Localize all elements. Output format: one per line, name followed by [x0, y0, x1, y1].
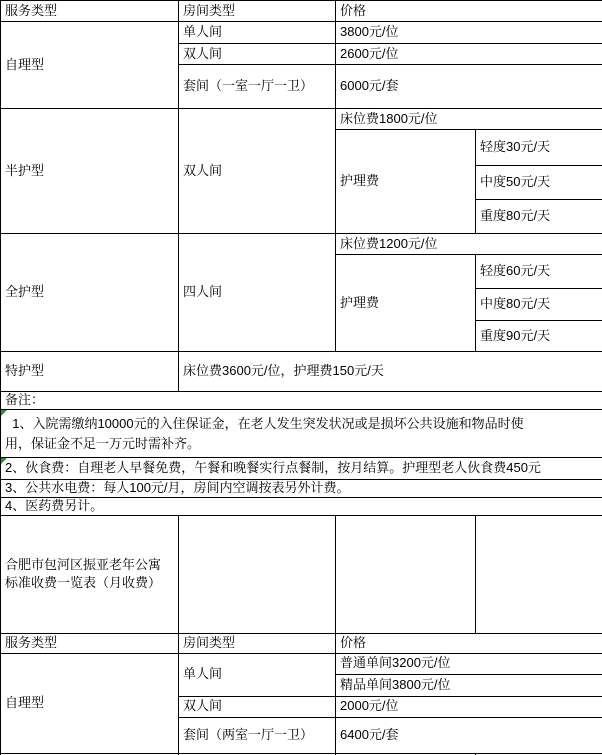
t1-selfcare-type-cell[interactable]: 自理型	[1, 22, 179, 109]
t1-fullcare-type-cell[interactable]: 全护型	[1, 234, 179, 352]
t1-semicare-care-fee-label[interactable]: 护理费	[336, 130, 476, 234]
t1-fullcare-care-fee-label[interactable]: 护理费	[336, 255, 476, 352]
t1-fullcare-level-heavy[interactable]: 重度90元/天	[476, 321, 602, 352]
title-row-empty-cell-1[interactable]	[179, 515, 336, 633]
sheet-title-line2: 标准收费一览表（月收费）	[5, 575, 162, 591]
note4-cell[interactable]: 4、医药费另计。	[1, 497, 602, 515]
t2-header-room-type[interactable]: 房间类型	[179, 633, 336, 653]
t1-selfcare-price-suite[interactable]: 6000元/套	[336, 65, 602, 109]
sheet-title-line1: 合肥市包河区振亚老年公寓	[5, 557, 162, 573]
t1-selfcare-price-single[interactable]: 3800元/位	[336, 22, 602, 44]
t2-selfcare-room-suite[interactable]: 套间（两室一厅一卫）	[179, 717, 336, 753]
t1-fullcare-bed-fee[interactable]: 床位费1200元/位	[336, 234, 602, 255]
note2-cell[interactable]: 2、伙食费：自理老人早餐免费，午餐和晚餐实行点餐制，按月结算。护理型老人伙食费450元	[1, 458, 602, 480]
t2-selfcare-room-single[interactable]: 单人间	[179, 653, 336, 696]
sheet-title-cell[interactable]	[1, 515, 179, 633]
t1-semicare-type-cell[interactable]: 半护型	[1, 109, 179, 234]
t1-header-room-type[interactable]: 房间类型	[179, 1, 336, 22]
t2-header-service-type[interactable]: 服务类型	[1, 633, 179, 653]
note1-cell[interactable]	[1, 410, 602, 458]
t1-selfcare-room-double[interactable]: 双人间	[179, 44, 336, 65]
t1-fullcare-level-light[interactable]: 轻度60元/天	[476, 255, 602, 289]
t2-selfcare-price-single-standard[interactable]: 普通单间3200元/位	[336, 653, 602, 674]
t2-header-price[interactable]: 价格	[336, 633, 602, 653]
t1-semicare-level-light[interactable]: 轻度30元/天	[476, 130, 602, 166]
note1-line2: 用，保证金不足一万元时需补齐。	[5, 435, 201, 451]
note3-cell[interactable]: 3、公共水电费：每人100元/月，房间内空调按表另外计费。	[1, 480, 602, 498]
t2-selfcare-room-double[interactable]: 双人间	[179, 696, 336, 717]
note1-line1: 1、入院需缴纳10000元的入住保证金，在老人发生突发状况或是损坏公共设施和物品时使	[5, 415, 524, 431]
t1-selfcare-room-suite[interactable]: 套间（一室一厅一卫）	[179, 65, 336, 109]
notes-label-cell[interactable]: 备注：	[1, 392, 602, 410]
t1-fullcare-room-cell[interactable]: 四人间	[179, 234, 336, 352]
t1-specialcare-type-cell[interactable]: 特护型	[1, 352, 179, 392]
t1-header-service-type[interactable]: 服务类型	[1, 1, 179, 22]
t1-selfcare-price-double[interactable]: 2600元/位	[336, 44, 602, 65]
t1-selfcare-room-single[interactable]: 单人间	[179, 22, 336, 44]
title-row-empty-cell-3[interactable]	[476, 515, 602, 633]
t1-semicare-level-medium[interactable]: 中度50元/天	[476, 166, 602, 200]
title-row-empty-cell-2[interactable]	[336, 515, 476, 633]
t1-specialcare-price[interactable]: 床位费3600元/位，护理费150元/天	[179, 352, 602, 392]
t1-header-price[interactable]: 价格	[336, 1, 602, 22]
t2-selfcare-price-single-premium[interactable]: 精品单间3800元/位	[336, 674, 602, 696]
t1-semicare-bed-fee[interactable]: 床位费1800元/位	[336, 109, 602, 130]
t1-semicare-room-cell[interactable]: 双人间	[179, 109, 336, 234]
t2-selfcare-price-suite[interactable]: 6400元/套	[336, 717, 602, 753]
t1-fullcare-level-medium[interactable]: 中度80元/天	[476, 289, 602, 321]
t2-selfcare-type-cell[interactable]: 自理型	[1, 653, 179, 753]
t2-selfcare-price-double[interactable]: 2000元/位	[336, 696, 602, 717]
t1-semicare-level-heavy[interactable]: 重度80元/天	[476, 200, 602, 234]
